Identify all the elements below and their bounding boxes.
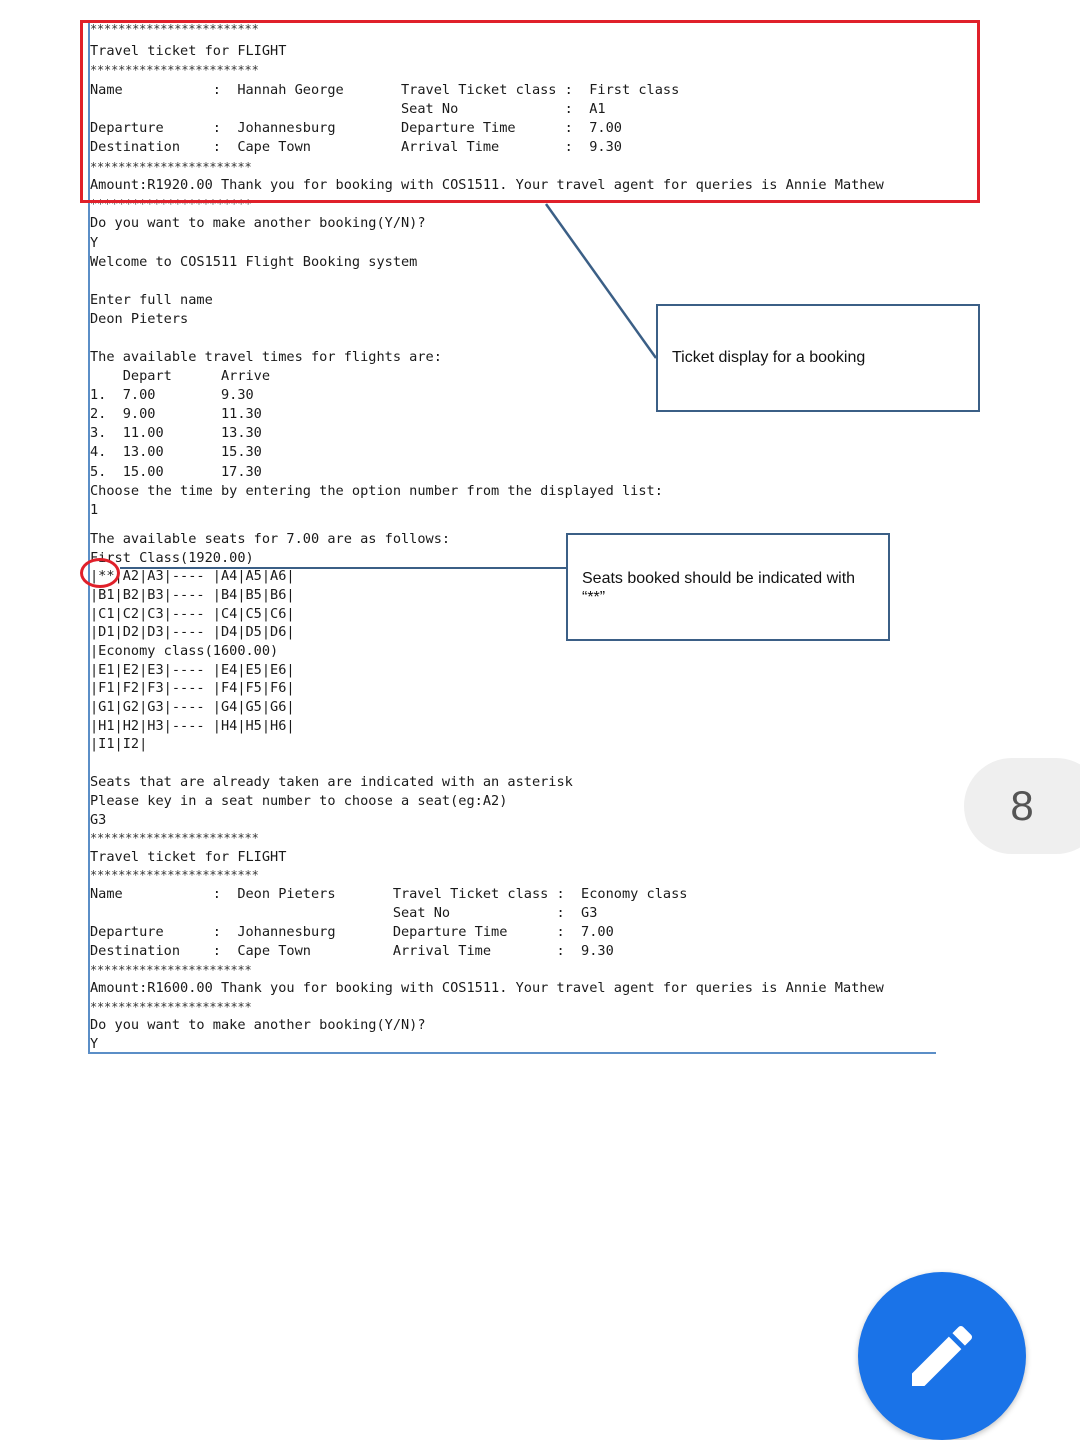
console-line: |B1|B2|B3|---- |B4|B5|B6| (90, 587, 295, 603)
console-line: Seat No : G3 (90, 905, 598, 921)
console-line: Amount:R1600.00 Thank you for booking with COS1511. Your travel agent for queries is Annie Mathew (90, 980, 884, 996)
console-line: |C1|C2|C3|---- |C4|C5|C6| (90, 606, 295, 622)
console-line: *********************** (90, 160, 252, 174)
ticket-callout-connector (546, 204, 656, 358)
console-line: |Economy class(1600.00) (90, 643, 279, 659)
console-line: |F1|F2|F3|---- |F4|F5|F6| (90, 680, 295, 696)
console-line: |I1|I2| (90, 736, 148, 752)
console-line: 2. 9.00 11.30 (90, 406, 262, 422)
console-line: *********************** (90, 963, 252, 977)
console-line: |D1|D2|D3|---- |D4|D5|D6| (90, 624, 295, 640)
console-line: |H1|H2|H3|---- |H4|H5|H6| (90, 718, 295, 734)
console-line: Depart Arrive (90, 368, 271, 384)
console-line: The available seats for 7.00 are as follows: (90, 531, 451, 547)
seats-callout-text: Seats booked should be indicated with “**” (582, 570, 856, 606)
console-line: 3. 11.00 13.30 (90, 425, 262, 441)
edit-button[interactable] (858, 1272, 1026, 1440)
console-line: |**|A2|A3|---- |A4|A5|A6| (90, 568, 295, 584)
console-line: Seat No : A1 (90, 101, 606, 117)
console-line: *********************** (90, 197, 252, 211)
console-line: Do you want to make another booking(Y/N)? (90, 1017, 426, 1033)
console-line: G3 (90, 812, 107, 828)
console-line: Amount:R1920.00 Thank you for booking with COS1511. Your travel agent for queries is Annie Mathew (90, 177, 884, 193)
console-line: ************************ (90, 868, 259, 882)
console-line: Destination : Cape Town Arrival Time : 9.30 (90, 943, 614, 959)
console-line: Y (90, 1036, 99, 1052)
pencil-icon (902, 1316, 982, 1396)
console-line: Y (90, 235, 99, 251)
page-number: 8 (1010, 782, 1034, 829)
seats-booked-callout (566, 533, 890, 641)
console-line: ************************ (90, 63, 259, 77)
console-line: ************************ (90, 831, 259, 845)
console-line: Enter full name (90, 292, 213, 308)
console-line: Departure : Johannesburg Departure Time : 7.00 (90, 924, 614, 940)
console-line: Travel ticket for FLIGHT (90, 43, 287, 59)
console-line: Destination : Cape Town Arrival Time : 9.30 (90, 139, 622, 155)
console-line: The available travel times for flights are: (90, 349, 442, 365)
console-line: First Class(1920.00) (90, 550, 254, 566)
console-line: 1 (90, 502, 99, 518)
console-line: Welcome to COS1511 Flight Booking system (90, 254, 418, 270)
console-line: 4. 13.00 15.30 (90, 444, 262, 460)
console-line: Departure : Johannesburg Departure Time : 7.00 (90, 120, 622, 136)
ticket-callout-text: Ticket display for a booking (672, 349, 866, 366)
console-line: Please key in a seat number to choose a seat(eg:A2) (90, 793, 508, 809)
console-line: 1. 7.00 9.30 (90, 387, 254, 403)
console-line: 5. 15.00 17.30 (90, 464, 262, 480)
console-line: |E1|E2|E3|---- |E4|E5|E6| (90, 662, 295, 678)
console-line: Name : Deon Pieters Travel Ticket class : Economy class (90, 886, 688, 902)
console-line: Do you want to make another booking(Y/N)? (90, 215, 426, 231)
console-line: *********************** (90, 1000, 252, 1014)
console-line: Travel ticket for FLIGHT (90, 849, 287, 865)
console-line: Name : Hannah George Travel Ticket class : First class (90, 82, 680, 98)
ticket-display-callout (656, 304, 980, 412)
console-line: ************************ (90, 22, 259, 36)
console-line: Deon Pieters (90, 311, 189, 327)
console-line: Choose the time by entering the option number from the displayed list: (90, 483, 663, 499)
console-line: Seats that are already taken are indicated with an asterisk (90, 774, 573, 790)
console-line: |G1|G2|G3|---- |G4|G5|G6| (90, 699, 295, 715)
